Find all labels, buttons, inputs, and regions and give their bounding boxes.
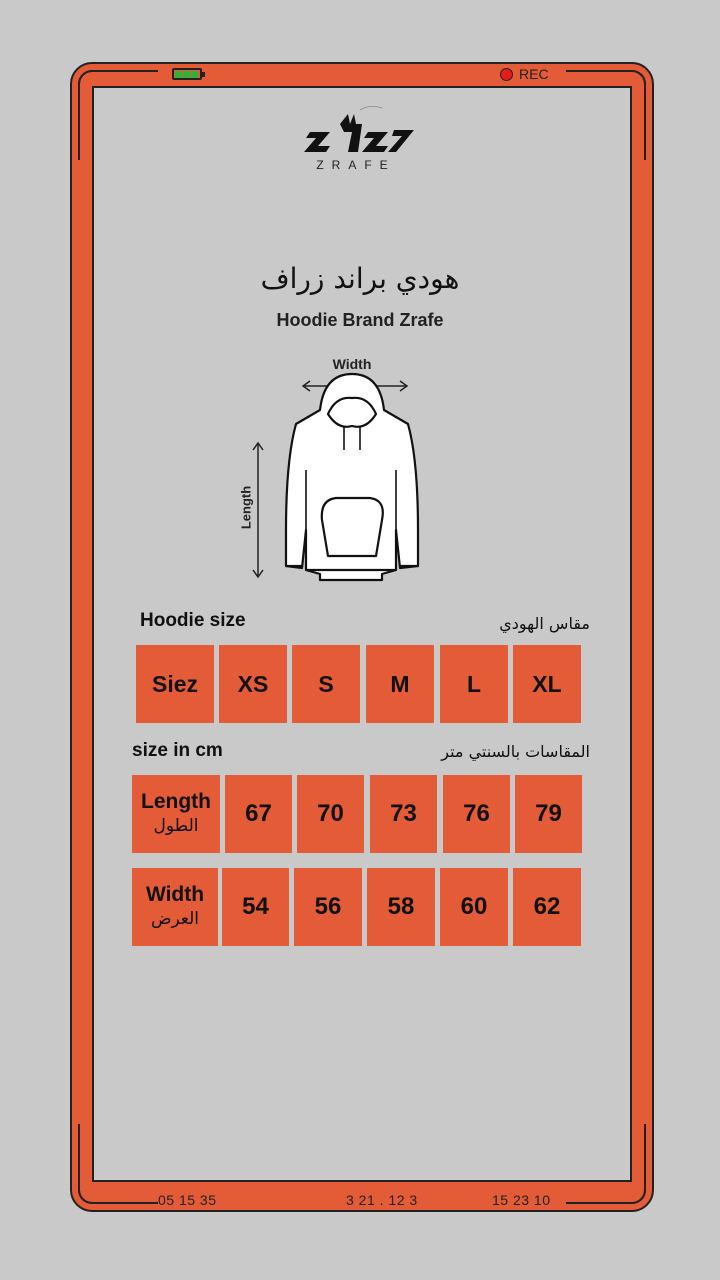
status-time-left: 05 15 35 (158, 1192, 217, 1208)
length-label: Length (238, 485, 254, 530)
width-cell: 62 (513, 868, 581, 946)
length-row-header (132, 775, 220, 853)
width-row-header (132, 868, 218, 946)
corner-bracket-top-right-h (566, 70, 646, 90)
width-cell: 58 (367, 868, 435, 946)
size-cell-s: S (292, 645, 360, 723)
width-label: Width (332, 356, 372, 372)
corner-bracket-bottom-left-h (78, 1184, 158, 1204)
title-arabic: هودي براند زراف (260, 262, 460, 295)
size-header-cell: Siez (136, 645, 214, 723)
width-row-label-arabic: العرض (150, 909, 200, 929)
length-cell: 73 (370, 775, 437, 853)
width-cell: 60 (440, 868, 508, 946)
width-cell: 54 (222, 868, 289, 946)
hoodie-outline-icon (240, 370, 440, 590)
size-in-cm-label: size in cm (132, 740, 223, 761)
width-cell: 56 (294, 868, 362, 946)
length-cell: 67 (225, 775, 292, 853)
size-cell-l: L (440, 645, 508, 723)
hoodie-size-label: Hoodie size (140, 610, 246, 631)
corner-bracket-top-left-h (78, 70, 158, 90)
length-row-label-arabic: الطول (153, 816, 199, 836)
length-row-label: Length (141, 790, 211, 813)
rec-indicator (500, 66, 549, 82)
size-in-cm-label-arabic: المقاسات بالسنتي متر (441, 742, 590, 761)
width-row-label: Width (145, 883, 205, 906)
length-cell: 79 (515, 775, 582, 853)
status-time-right: 15 23 10 (492, 1192, 551, 1208)
status-time-center: 3 21 . 12 3 (346, 1192, 418, 1208)
screen-area (92, 86, 632, 1182)
size-cell-xl: XL (513, 645, 581, 723)
size-cell-xs: XS (219, 645, 287, 723)
record-dot-icon (500, 68, 513, 81)
corner-bracket-bottom-right-h (566, 1184, 646, 1204)
size-cell-m: M (366, 645, 434, 723)
battery-icon (172, 68, 202, 80)
rec-label: REC (519, 66, 549, 82)
brand-wordmark: ZRAFE (316, 158, 396, 172)
hoodie-size-label-arabic: مقاس الهودي (499, 614, 590, 633)
length-cell: 70 (297, 775, 364, 853)
length-cell: 76 (443, 775, 510, 853)
title-english: Hoodie Brand Zrafe (276, 310, 444, 330)
